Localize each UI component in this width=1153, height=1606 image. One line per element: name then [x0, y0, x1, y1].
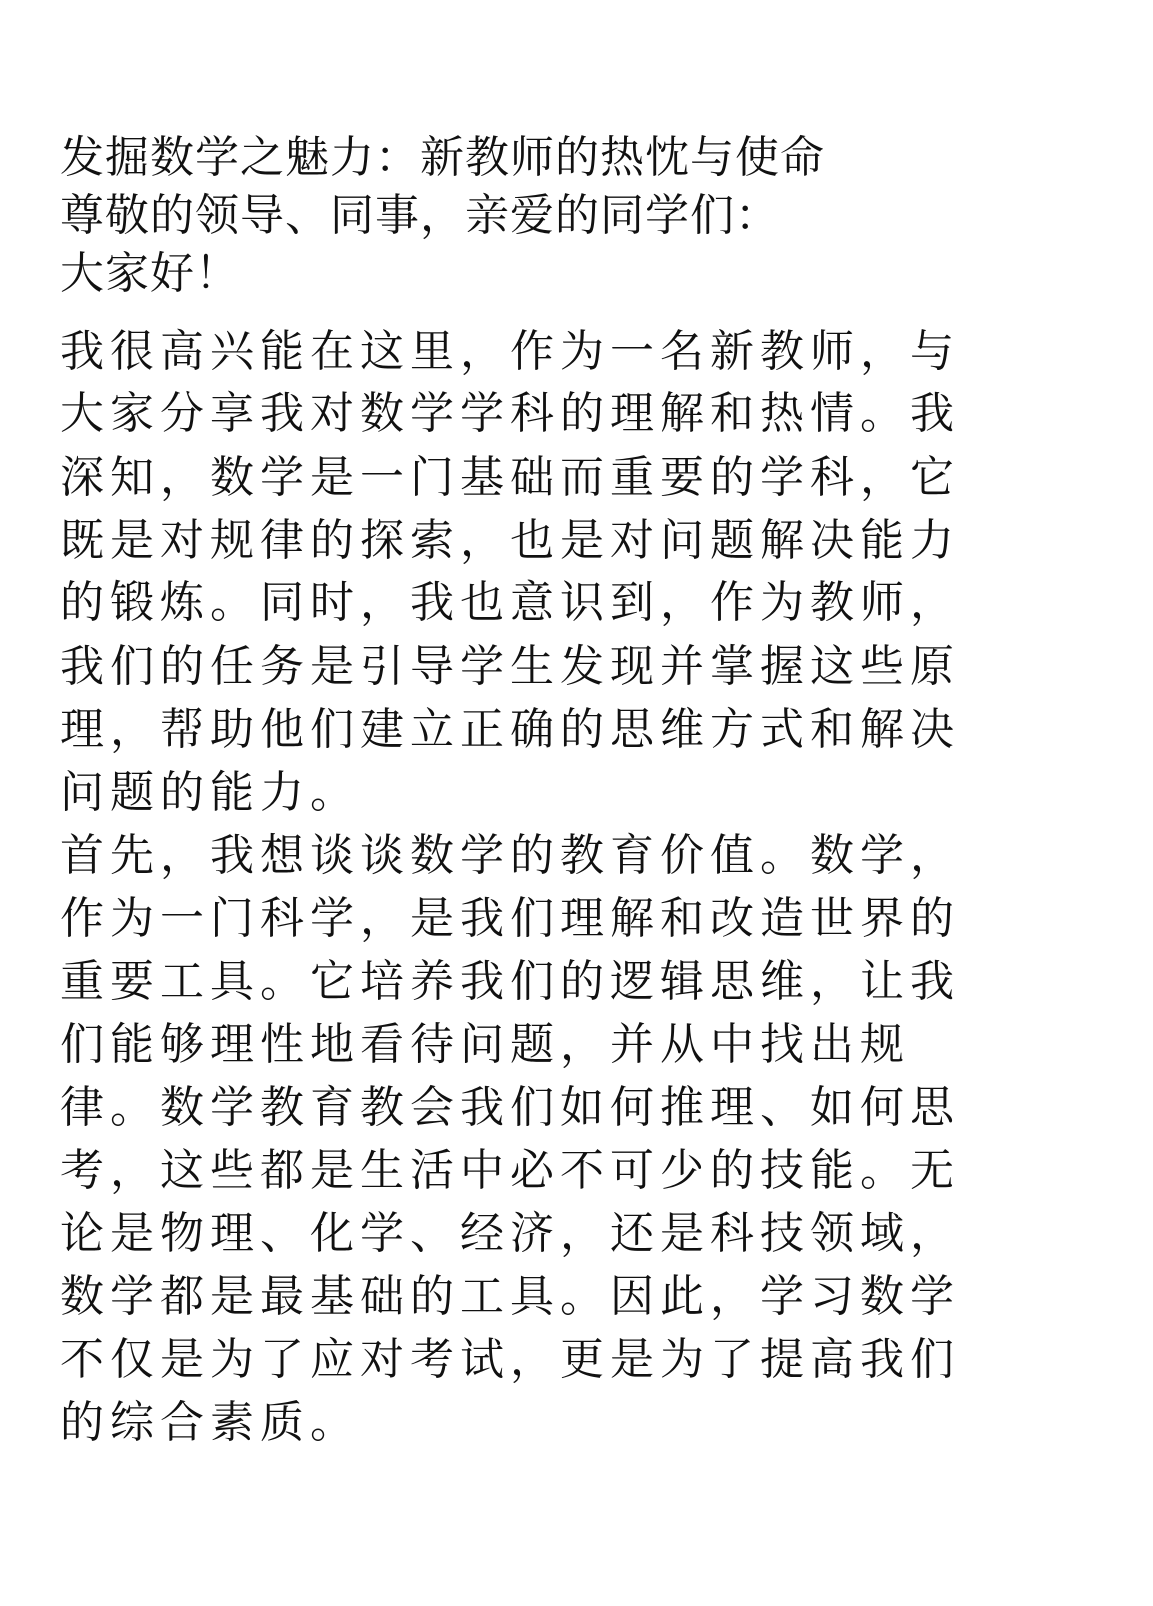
paragraph-1-line-3: 深知，数学是一门基础而重要的学科，它	[60, 452, 960, 503]
paragraph-2-line-3: 重要工具。它培养我们的逻辑思维，让我	[60, 956, 960, 1007]
paragraph-1-line-5: 的锻炼。同时，我也意识到，作为教师，	[60, 577, 960, 628]
paragraph-2-line-7: 论是物理、化学、经济，还是科技领域，	[60, 1208, 960, 1259]
paragraph-2-line-4: 们能够理性地看待问题，并从中找出规	[60, 1019, 910, 1070]
paragraph-1-line-7: 理，帮助他们建立正确的思维方式和解决	[60, 704, 960, 755]
salutation-line: 尊敬的领导、同事，亲爱的同学们：	[60, 190, 780, 241]
document-title: 发掘数学之魅力：新教师的热忱与使命	[60, 132, 825, 183]
paragraph-1-line-8: 问题的能力。	[60, 767, 360, 818]
paragraph-2-line-2: 作为一门科学，是我们理解和改造世界的	[60, 893, 960, 944]
paragraph-2-line-10: 的综合素质。	[60, 1397, 360, 1448]
paragraph-1-line-6: 我们的任务是引导学生发现并掌握这些原	[60, 641, 960, 692]
paragraph-2-line-6: 考，这些都是生活中必不可少的技能。无	[60, 1145, 960, 1196]
paragraph-1-line-1: 我很高兴能在这里，作为一名新教师，与	[60, 326, 960, 377]
greeting-line: 大家好！	[60, 248, 240, 299]
paragraph-1-line-2: 大家分享我对数学学科的理解和热情。我	[60, 388, 960, 439]
paragraph-2-line-8: 数学都是最基础的工具。因此，学习数学	[60, 1271, 960, 1322]
paragraph-2-line-9: 不仅是为了应对考试，更是为了提高我们	[60, 1334, 960, 1385]
paragraph-1-line-4: 既是对规律的探索，也是对问题解决能力	[60, 515, 960, 566]
paragraph-2-line-1: 首先，我想谈谈数学的教育价值。数学，	[60, 830, 960, 881]
paragraph-2-line-5: 律。数学教育教会我们如何推理、如何思	[60, 1082, 960, 1133]
